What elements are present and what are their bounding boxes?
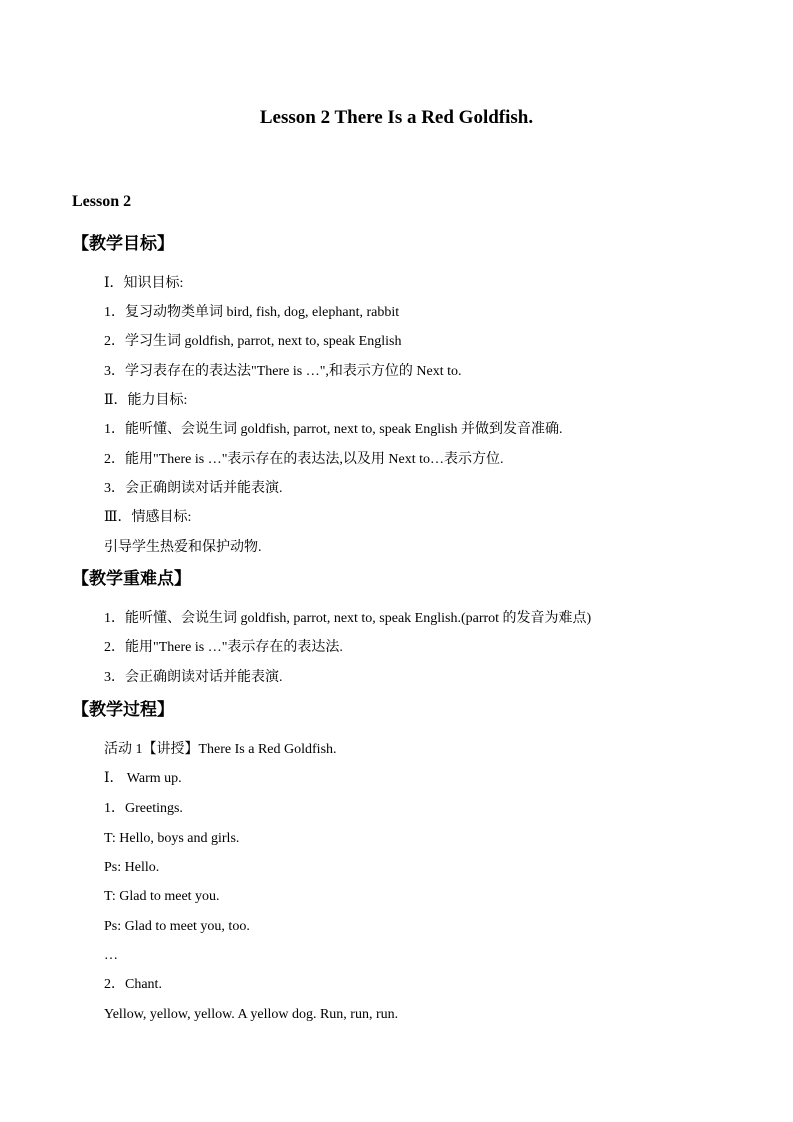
- emotion-text: 引导学生热爱和保护动物.: [104, 540, 262, 555]
- warm-up-line: Ⅰ． Warm up.: [104, 771, 182, 786]
- key-point-2: 2．能用"There is …"表示存在的表达法.: [104, 640, 343, 655]
- knowledge-item-2: 2．学习生词 goldfish, parrot, next to, speak English: [104, 334, 402, 349]
- dialogue-line-4: Ps: Glad to meet you, too.: [104, 919, 250, 934]
- key-point-3: 3．会正确朗读对话并能表演.: [104, 670, 283, 685]
- ability-item-1: 1．能听懂、会说生词 goldfish, parrot, next to, speak English 并做到发音准确.: [104, 422, 563, 437]
- key-points-heading: 【教学重难点】: [72, 569, 191, 589]
- key-point-1: 1．能听懂、会说生词 goldfish, parrot, next to, speak English.(parrot 的发音为难点): [104, 611, 592, 626]
- knowledge-item-1: 1．复习动物类单词 bird, fish, dog, elephant, rabbit: [104, 305, 400, 320]
- emotion-heading: Ⅲ．情感目标:: [104, 510, 192, 525]
- ability-item-2: 2．能用"There is …"表示存在的表达法,以及用 Next to…表示方位.: [104, 452, 504, 467]
- activity-line: 活动 1【讲授】There Is a Red Goldfish.: [104, 742, 337, 757]
- document-title: Lesson 2 There Is a Red Goldfish.: [259, 107, 534, 128]
- objectives-heading: 【教学目标】: [72, 234, 174, 254]
- process-heading: 【教学过程】: [72, 700, 174, 720]
- knowledge-item-3: 3．学习表存在的表达法"There is …",和表示方位的 Next to.: [104, 364, 462, 379]
- dialogue-line-2: Ps: Hello.: [104, 860, 160, 875]
- greetings-line: 1．Greetings.: [104, 801, 183, 816]
- chant-heading: 2．Chant.: [104, 977, 162, 992]
- dialogue-line-3: T: Glad to meet you.: [104, 889, 220, 904]
- ability-item-3: 3．会正确朗读对话并能表演.: [104, 481, 283, 496]
- dialogue-line-1: T: Hello, boys and girls.: [104, 831, 240, 846]
- lesson-label: Lesson 2: [72, 193, 132, 210]
- chant-text: Yellow, yellow, yellow. A yellow dog. Run, run, run.: [104, 1007, 399, 1022]
- ellipsis-line: …: [104, 948, 118, 963]
- ability-heading: Ⅱ．能力目标:: [104, 393, 188, 408]
- knowledge-heading: Ⅰ．知识目标:: [104, 276, 184, 291]
